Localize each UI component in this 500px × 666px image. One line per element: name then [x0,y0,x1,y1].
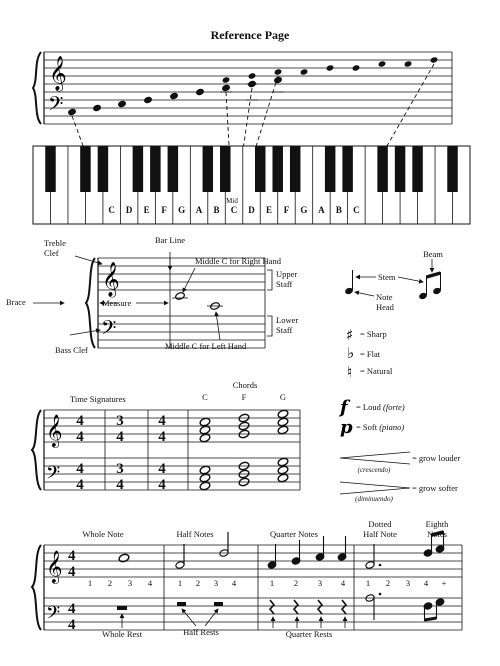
key-label: F [161,205,167,215]
dynamics-legend [338,397,405,438]
forte-label: = Loud (forte) [356,402,405,412]
chord-note [199,465,211,475]
whole-note-icon [118,553,130,563]
black-key [220,146,230,192]
key-label: F [283,205,290,215]
flat-label: = Flat [360,349,381,359]
beat-count: 3 [213,578,219,588]
diagram-bass-clef-icon: 𝄢 [101,316,117,344]
beat-count: 2 [195,578,201,588]
key-label: G [178,205,186,215]
brace-icon [33,52,41,124]
upper-staff-label: Upper Staff [276,269,298,289]
middle-c-mid-label: Mid [226,197,238,205]
black-key [272,146,282,192]
time-signature-digit: 3 [116,461,124,477]
nv-ts-top-treble: 4 [68,548,76,564]
stem-label: Stem [378,272,396,282]
beat-counts [88,578,447,588]
piano-label: = Soft (piano) [356,422,405,432]
grow-louder-label: = grow louder [412,453,461,463]
measure-label: Measure [102,298,132,308]
black-key [447,146,457,192]
black-key [203,146,213,192]
chord-note [199,433,211,443]
diminuendo-label: (diminuendo) [355,495,393,503]
quarter-notes-icon [267,536,347,569]
crescendo-hairpin-icon [340,452,410,464]
time-signature-digit: 3 [116,413,124,429]
page-title: Reference Page [210,28,290,42]
beat-count: 1 [269,578,275,588]
half-rest-2-icon [214,602,223,606]
nv-ts-bottom-treble: 4 [68,564,76,580]
black-key [45,146,55,192]
chords-label: Chords [232,380,258,390]
dotted-half-note-label: Dotted Half Note [363,519,397,539]
sharp-icon: ♯ [346,326,354,344]
nv-ts-top-bass: 4 [68,601,76,617]
key-label: G [300,205,308,215]
beat-count: 2 [107,578,113,588]
treble-clef-label: Treble Clef [44,238,66,258]
key-label: C [353,205,360,215]
chord-name: F [241,392,247,402]
chord-note [277,457,289,467]
quarter-rests-label: Quarter Rests [285,629,333,639]
chord-note [199,473,211,483]
black-key [395,146,405,192]
chord-note [277,409,289,419]
sharp-label: = Sharp [360,329,387,339]
black-key [98,146,108,192]
time-signature-digit: 4 [158,477,166,493]
eighth-notes-label: Eighth Notes [425,519,449,539]
beam-label: Beam [423,249,443,259]
brace-label: Brace [6,297,26,307]
half-rests-label: Half Rests [183,627,219,637]
ts-bass-clef-icon: 𝄢 [46,463,61,488]
quarter-rests-icon [270,600,346,614]
chord-note [199,481,211,491]
beat-count: 2 [293,578,299,588]
staff-diagram [33,252,272,348]
time-signature-digit: 4 [158,413,166,429]
key-label: D [125,205,133,215]
treble-clef-icon: 𝄞 [49,56,67,91]
chord-name: C [202,392,208,402]
time-signature-digit: 4 [76,477,84,493]
beat-count: 1 [365,578,371,588]
time-signatures-label: Time Signatures [70,394,126,404]
black-key [325,146,335,192]
middle-c-left-label: Middle C for Left Hand [165,341,247,351]
piano-icon: p [340,417,353,438]
time-signature-numbers [76,413,166,493]
nv-ts-bottom-bass: 4 [68,617,76,633]
ts-brace-icon [32,410,41,490]
beat-count: 4 [340,578,346,588]
black-key [150,146,160,192]
beam-icon [427,273,441,277]
crescendo-label: (crescendo) [357,466,391,474]
beat-count: 1 [87,578,93,588]
chord-note [277,473,289,483]
time-signature-digit: 4 [116,429,124,445]
middle-c-right-label: Middle C for Right Hand [195,256,281,266]
chord-note [277,465,289,475]
beat-count: + [441,578,447,588]
black-key [80,146,90,192]
beat-count: 4 [147,578,153,588]
quarter-notes-label: Quarter Notes [270,529,318,539]
chord-notes [199,409,289,491]
time-signature-digit: 4 [158,429,166,445]
diagram-treble-clef-icon: 𝄞 [102,262,120,297]
black-key [168,146,178,192]
key-label: C [108,205,115,215]
key-label: D [248,205,255,215]
chord-names [202,392,286,402]
eighth-notes-icon [423,531,445,621]
grow-softer-label: = grow softer [412,483,458,493]
half-notes-label: Half Notes [176,529,214,539]
time-signature-digit: 4 [76,461,84,477]
black-key [377,146,387,192]
natural-label: = Natural [360,366,393,376]
key-labels [108,205,359,215]
beat-count: 2 [385,578,391,588]
ts-treble-clef-icon: 𝄞 [46,414,63,447]
key-label: A [195,205,203,215]
diminuendo-hairpin-icon [340,482,410,494]
beat-count: 3 [317,578,323,588]
beat-count: 1 [177,578,183,588]
nv-treble-clef-icon: 𝄞 [46,550,63,583]
black-key [255,146,265,192]
key-label: C [230,205,238,215]
beat-count: 3 [405,578,411,588]
top-grand-staff [44,52,452,124]
beat-count: 3 [127,578,133,588]
key-label: B [335,205,342,215]
key-label: B [213,205,220,215]
beat-count: 4 [423,578,429,588]
treble-notes [222,56,439,83]
bass-notes [68,76,283,115]
whole-rest-icon [117,606,127,610]
black-key [290,146,300,192]
whole-rest-label: Whole Rest [102,629,142,639]
lower-staff-label: Lower Staff [276,315,299,335]
note-values-staff [32,531,462,633]
time-signature-digit: 4 [76,413,84,429]
note-head-label: Note Head [376,292,394,312]
natural-icon: ♮ [347,363,353,381]
chord-name: G [279,392,287,402]
bass-clef-icon: 𝄢 [48,92,64,120]
time-signature-digit: 4 [158,461,166,477]
forte-icon: f [340,397,348,418]
whole-note-label: Whole Note [82,529,124,539]
accidentals-legend [346,326,393,381]
time-signature-digit: 4 [116,477,124,493]
time-signature-digit: 4 [76,429,84,445]
key-label: A [318,205,325,215]
half-rest-1-icon [177,602,186,606]
bass-clef-label: Bass Clef [55,345,88,355]
black-key [133,146,143,192]
black-key [342,146,352,192]
black-key [412,146,422,192]
chord-note [199,417,211,427]
key-label: E [265,205,272,215]
nv-brace-icon [32,545,41,630]
middle-c-whole-note-treble [175,292,186,301]
key-label: E [143,205,150,215]
chord-note [277,425,289,435]
time-signature-staff [32,410,300,490]
beat-count: 4 [231,578,237,588]
diagram-brace-icon [86,258,95,348]
chord-note [199,425,211,435]
flat-icon: ♭ [347,344,355,362]
bar-line-label: Bar Line [155,235,185,245]
chord-note [277,417,289,427]
nv-bass-clef-icon: 𝄢 [46,603,61,628]
